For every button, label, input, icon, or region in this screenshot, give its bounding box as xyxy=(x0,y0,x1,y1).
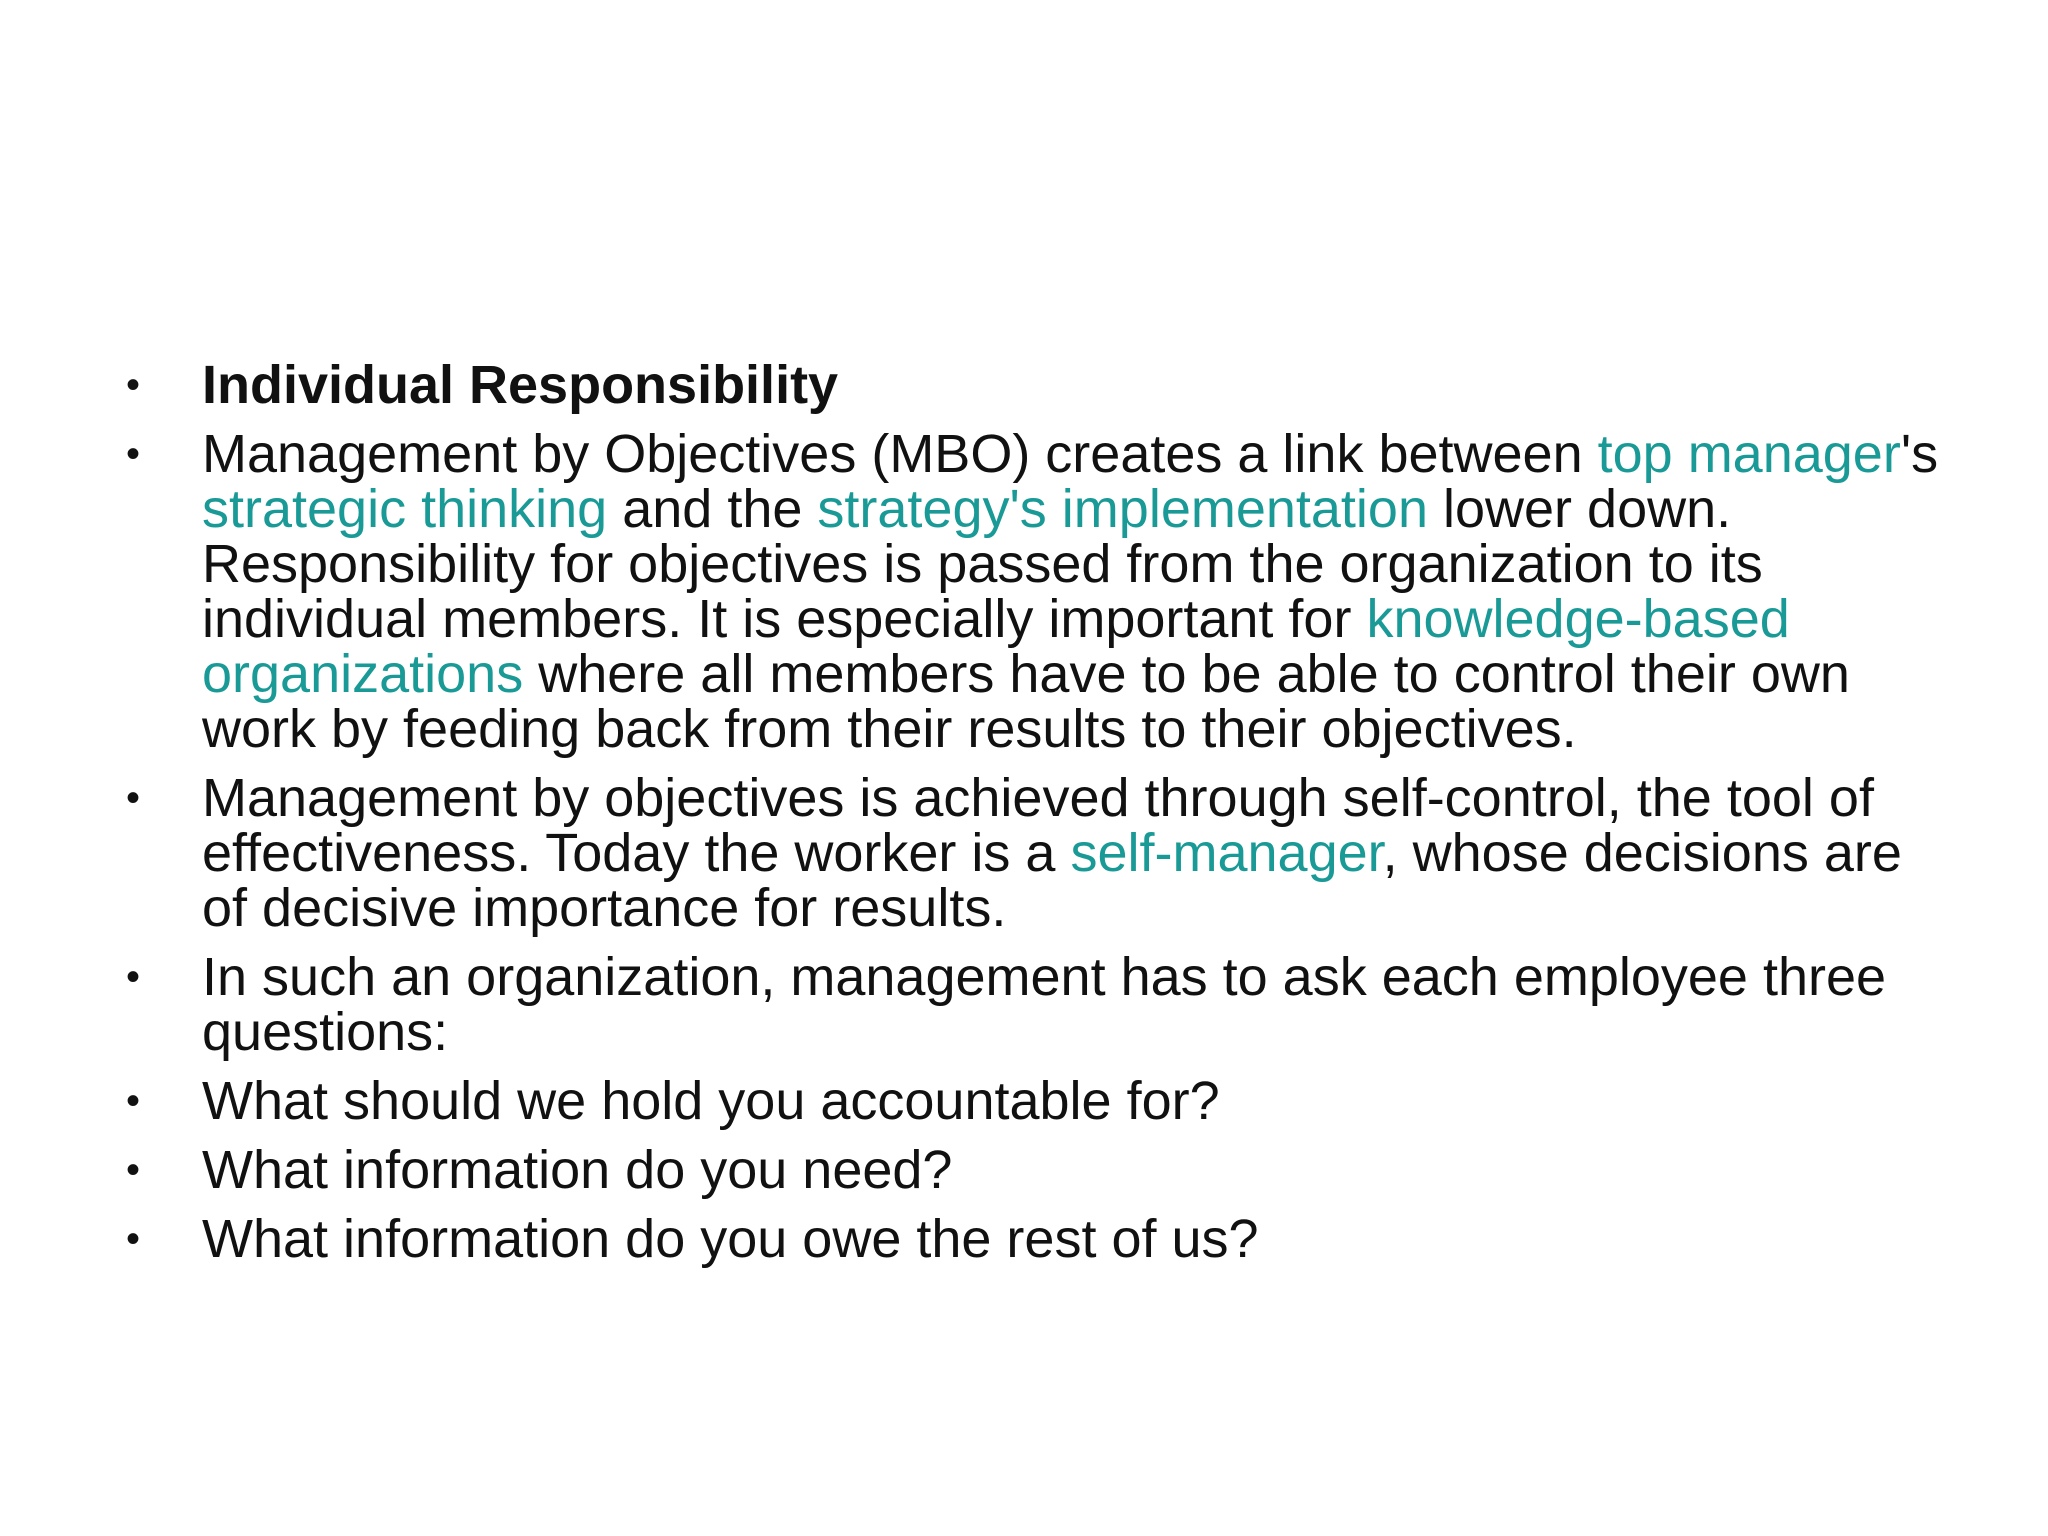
bullet-item-question-3 xyxy=(120,1209,1950,1269)
section-heading: Individual Responsibility xyxy=(202,355,839,415)
text-segment: where all members have to be able to control their own work by feeding back from their results to their objectives. xyxy=(202,644,1850,759)
bullet-item-mbo-link xyxy=(120,424,1950,759)
link-top-manager[interactable]: top manager xyxy=(1597,424,1901,484)
text-segment: and the xyxy=(607,479,818,539)
bullet-text: What should we hold you accountable for? xyxy=(202,1071,1220,1131)
link-self-manager[interactable]: self-manager xyxy=(1070,823,1383,883)
text-segment: Management by objectives is achieved through self-control, the tool of effectiveness. Today the worker is a xyxy=(202,768,1874,883)
bullet-dot: • xyxy=(126,776,141,820)
bullet-text: What information do you need? xyxy=(202,1140,953,1200)
text-segment: 's xyxy=(1900,424,1939,484)
bullet-list xyxy=(120,355,1950,1281)
bullet-dot: • xyxy=(126,1079,141,1123)
bullet-item-three-questions xyxy=(120,947,1950,1062)
link-knowledge-based-organizations[interactable]: knowledge-based organizations xyxy=(202,589,1790,704)
text-segment: , whose decisions are of decisive importance for results. xyxy=(202,823,1902,938)
link-strategy-implementation[interactable]: strategy's implementation xyxy=(817,479,1428,539)
bullet-dot: • xyxy=(126,1148,141,1192)
text-segment: lower down. Responsibility for objectives is passed from the organization to its individual members. It is especially important for xyxy=(202,479,1763,649)
bullet-dot: • xyxy=(126,432,141,476)
bullet-text: In such an organization, management has to ask each employee three questions: xyxy=(202,947,1887,1062)
bullet-text: What information do you owe the rest of us? xyxy=(202,1209,1259,1269)
bullet-dot: • xyxy=(126,1217,141,1261)
bullet-dot: • xyxy=(126,363,141,407)
bullet-item-heading xyxy=(120,355,1950,415)
bullet-item-question-1 xyxy=(120,1071,1950,1131)
link-strategic-thinking[interactable]: strategic thinking xyxy=(202,479,608,539)
bullet-dot: • xyxy=(126,955,141,999)
bullet-item-self-control xyxy=(120,768,1950,938)
bullet-item-question-2 xyxy=(120,1140,1950,1200)
text-segment: Management by Objectives (MBO) creates a link between xyxy=(202,424,1598,484)
